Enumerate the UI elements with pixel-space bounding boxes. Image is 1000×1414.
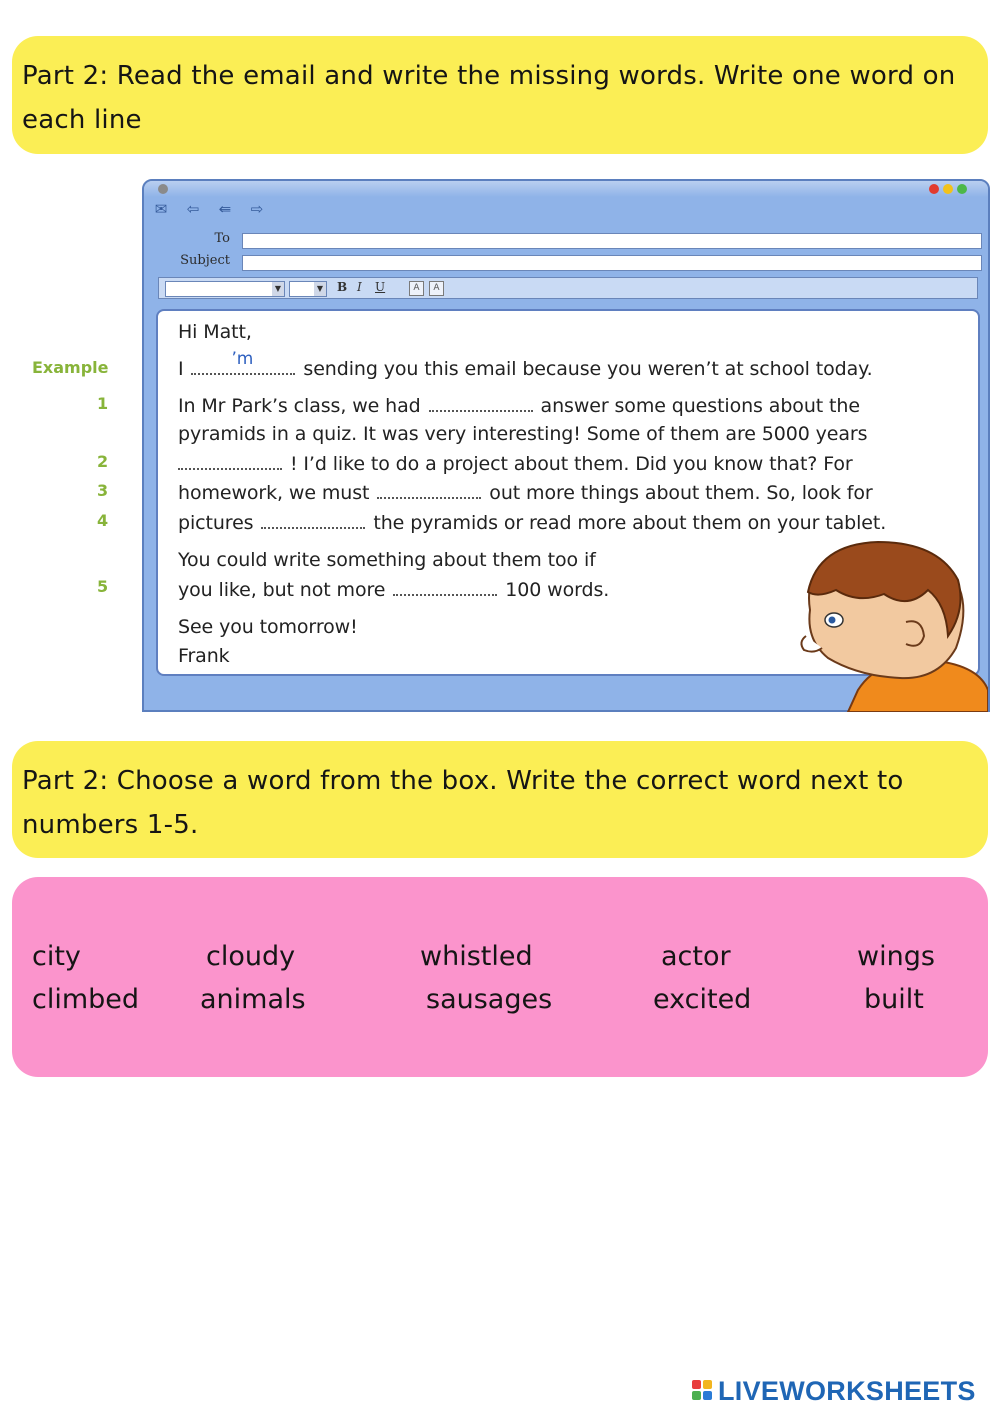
italic-button[interactable]: I [357, 280, 362, 294]
example-label: Example [32, 358, 109, 377]
word-option: whistled [420, 941, 533, 972]
email-line-1 [178, 394, 860, 417]
font-select[interactable] [165, 281, 285, 297]
word-option: city [32, 941, 81, 972]
answer-blank-4[interactable] [261, 511, 365, 529]
close-window-button[interactable] [929, 184, 939, 194]
instruction-text: Part 2: Read the email and write the missing words. Write one word on each line [22, 61, 956, 135]
email-line-5 [178, 511, 886, 534]
word-option: cloudy [206, 941, 296, 972]
line-text: ! I’d like to do a project about them. Did you know that? For [289, 453, 853, 475]
to-field-row [154, 231, 230, 251]
line-text: In Mr Park’s class, we had [178, 395, 421, 417]
instruction-banner-email [12, 36, 988, 154]
line-text: out more things about them. So, look for [489, 482, 873, 504]
liveworksheets-logo-text: LIVEWORKSHEETS [718, 1375, 976, 1406]
line-text: the pyramids or read more about them on your tablet. [373, 512, 887, 534]
liveworksheets-icon [692, 1380, 714, 1402]
email-line-4 [178, 481, 873, 504]
email-greeting: Hi Matt, [178, 321, 252, 343]
subject-label: Subject [180, 253, 230, 268]
question-number-3: 3 [97, 481, 109, 500]
question-number-4: 4 [97, 511, 109, 530]
line-text: pictures [178, 512, 254, 534]
word-option: climbed [32, 984, 140, 1015]
word-box [12, 877, 988, 1077]
subject-field-row [154, 253, 230, 273]
word-option: excited [653, 984, 752, 1015]
maximize-window-button[interactable] [957, 184, 967, 194]
chevron-down-icon: ▼ [314, 282, 326, 296]
email-signature: Frank [178, 645, 230, 667]
word-option: animals [200, 984, 306, 1015]
email-line-2: pyramids in a quiz. It was very interesting! Some of them are 5000 years [178, 423, 868, 445]
question-number-5: 5 [97, 577, 109, 596]
instruction-text: Part 2: Choose a word from the box. Write the correct word next to numbers 1-5. [22, 766, 904, 840]
format-toolbar [158, 277, 978, 299]
line-text: 100 words. [505, 579, 610, 601]
subject-input[interactable] [242, 255, 982, 271]
boy-illustration [788, 540, 988, 712]
line-text: answer some questions about the [540, 395, 860, 417]
answer-blank-1[interactable] [429, 394, 533, 412]
word-option: built [864, 984, 924, 1015]
question-number-1: 1 [97, 394, 109, 413]
liveworksheets-logo [692, 1376, 976, 1406]
envelope-icon[interactable]: ✉ [154, 200, 168, 218]
chevron-down-icon: ▼ [272, 282, 284, 296]
example-blank [191, 349, 295, 375]
example-answer: ’m [231, 349, 254, 369]
to-label: To [214, 231, 230, 246]
word-option: sausages [426, 984, 553, 1015]
minimize-window-button[interactable] [943, 184, 953, 194]
answer-blank-2[interactable] [178, 452, 282, 470]
line-text: you like, but not more [178, 579, 386, 601]
font-grow-button[interactable]: A [409, 281, 424, 296]
answer-blank-3[interactable] [377, 481, 481, 499]
size-select[interactable] [289, 281, 327, 297]
forward-icon[interactable]: ⇨ [250, 200, 264, 218]
email-toolbar [150, 199, 268, 219]
reply-all-icon[interactable]: ⇚ [218, 200, 232, 218]
email-example-line [178, 349, 873, 380]
font-shrink-button[interactable]: A [429, 281, 444, 296]
to-input[interactable] [242, 233, 982, 249]
word-option: wings [857, 941, 935, 972]
reply-icon[interactable]: ⇦ [186, 200, 200, 218]
instruction-banner-wordbox [12, 741, 988, 858]
line-text: I [178, 358, 184, 380]
email-line-6: You could write something about them too if [178, 549, 596, 571]
line-text: homework, we must [178, 482, 370, 504]
email-line-7 [178, 578, 609, 601]
window-titlebar [144, 181, 988, 197]
bold-button[interactable]: B [337, 280, 348, 294]
line-text: sending you this email because you weren’t at school today. [303, 358, 873, 380]
window-menu-dot [158, 184, 168, 194]
email-line-3 [178, 452, 853, 475]
question-number-2: 2 [97, 452, 109, 471]
answer-blank-5[interactable] [393, 578, 497, 596]
word-option: actor [661, 941, 731, 972]
underline-button[interactable]: U [375, 280, 386, 294]
email-closing: See you tomorrow! [178, 616, 358, 638]
